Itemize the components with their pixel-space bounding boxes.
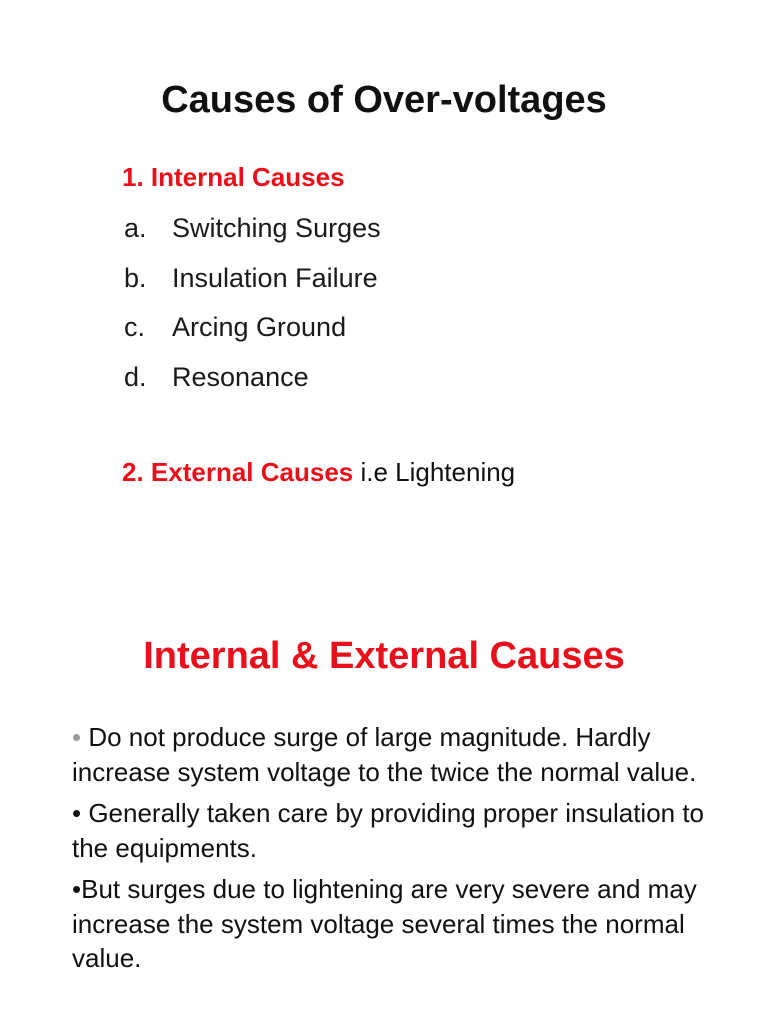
list-item [124, 359, 381, 409]
list-item-letter: a. [124, 213, 147, 243]
internal-causes-heading [122, 162, 345, 193]
list-item-letter: c. [124, 312, 146, 342]
external-causes-label: 2. External Causes [122, 457, 354, 487]
list-item-text: Arcing Ground [172, 312, 347, 342]
internal-causes-label: 1. Internal Causes [122, 162, 345, 192]
bullet-item [72, 796, 722, 865]
bullet-list [72, 720, 722, 983]
list-item [124, 210, 381, 260]
bullet-item [72, 872, 722, 976]
list-item [124, 309, 381, 359]
bullet-marker: • [72, 874, 82, 904]
external-causes-heading [122, 457, 515, 488]
slide-internal-external-causes [0, 560, 768, 1024]
external-causes-suffix: i.e Lightening [353, 457, 516, 487]
bullet-text: Generally taken care by providing proper insulation to the equipments. [72, 798, 705, 863]
slide-title: Internal & External Causes [143, 635, 625, 677]
bullet-item [72, 720, 722, 789]
list-item-text: Switching Surges [172, 213, 381, 243]
bullet-text: But surges due to lightening are very severe and may increase the system voltage several times the normal value. [72, 874, 697, 973]
list-item-text: Insulation Failure [172, 262, 378, 293]
list-item [124, 260, 381, 310]
list-item-letter: d. [124, 361, 147, 392]
list-item-letter: b. [124, 262, 147, 293]
bullet-marker: • [72, 722, 82, 752]
slide-title: Causes of Over-voltages [161, 79, 607, 121]
list-item-text: Resonance [172, 361, 309, 392]
bullet-text: Do not produce surge of large magnitude. Hardly increase system voltage to the twice the normal value. [72, 722, 697, 787]
bullet-marker: • [72, 798, 82, 828]
internal-causes-list [124, 210, 381, 408]
